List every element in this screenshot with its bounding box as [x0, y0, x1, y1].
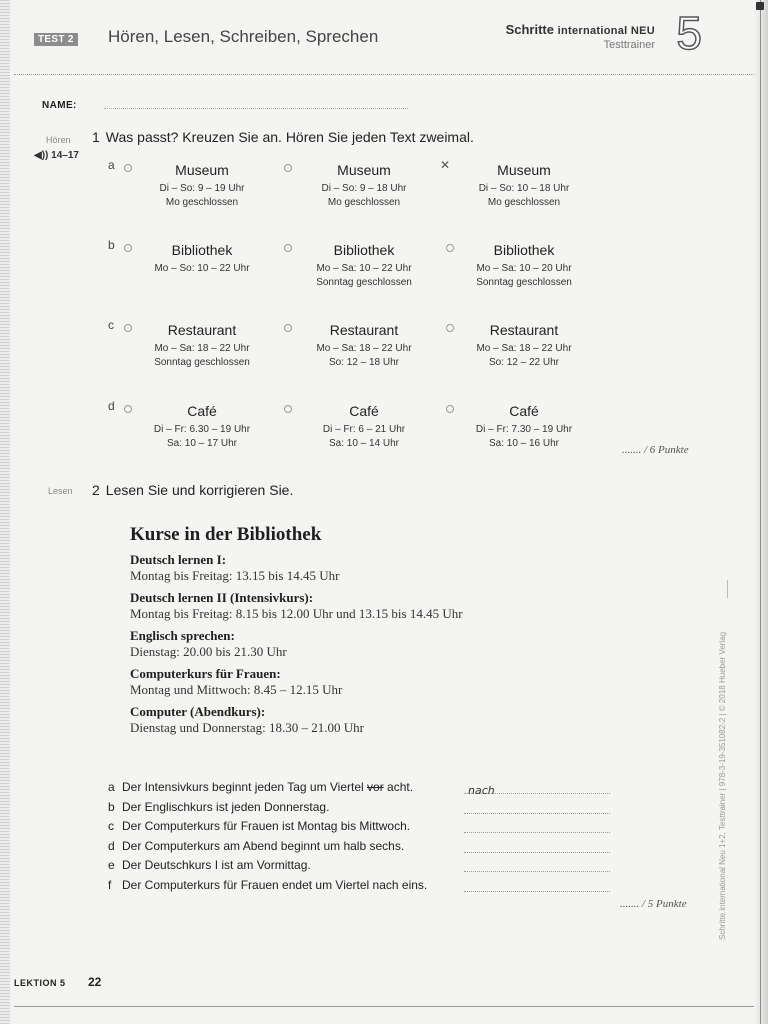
name-field-line[interactable]	[104, 108, 408, 109]
statement-letter: d	[108, 839, 115, 853]
statement	[108, 878, 427, 892]
course-item	[130, 666, 690, 698]
statement-letter: b	[108, 800, 115, 814]
option-hours-line: Mo – Sa: 18 – 22 Uhr	[316, 343, 412, 354]
page-number: 22	[88, 975, 102, 989]
statement-text-end: acht.	[383, 780, 414, 794]
option-card	[132, 242, 272, 276]
task2-title: Lesen Sie und korrigieren Sie.	[105, 482, 294, 498]
course-item	[130, 552, 690, 584]
option-hours-line: Sonntag geschlossen	[476, 277, 572, 288]
option-hours-line: So: 12 – 22 Uhr	[488, 357, 560, 368]
course-time: Dienstag: 20.00 bis 21.30 Uhr	[130, 644, 287, 659]
option-place-name: Café	[187, 403, 217, 419]
footer-lesson: LEKTION 5	[14, 978, 66, 988]
scan-corner-mark	[756, 2, 764, 10]
answer-field[interactable]	[464, 820, 610, 833]
option-hours-line: Mo – Sa: 18 – 22 Uhr	[476, 343, 572, 354]
option-hours-line: Sa: 10 – 16 Uhr	[488, 438, 560, 449]
option-radio[interactable]	[284, 319, 292, 337]
task1-title: Was passt? Kreuzen Sie an. Hören Sie jeden Text zweimal.	[105, 129, 474, 145]
option-card	[132, 322, 272, 370]
option-place-name: Restaurant	[329, 322, 399, 338]
option-hours-line: Di – So: 9 – 19 Uhr	[159, 183, 245, 194]
statement	[108, 800, 329, 814]
brand-main: Schritte	[505, 22, 554, 37]
answer-field[interactable]	[464, 879, 610, 892]
statement-text: Der Computerkurs für Frauen ist Montag bis Mittwoch.	[122, 819, 411, 833]
brand-edition: international NEU	[557, 25, 655, 37]
option-radio[interactable]	[124, 400, 132, 418]
option-place-name: Restaurant	[167, 322, 237, 338]
option-hours-line: Di – So: 10 – 18 Uhr	[478, 183, 570, 194]
option-radio[interactable]	[284, 400, 292, 418]
statement	[108, 839, 404, 853]
margin-divider	[727, 580, 728, 598]
statement-letter: a	[108, 780, 115, 794]
course-time: Montag bis Freitag: 8.15 bis 12.00 Uhr und 13.15 bis 14.45 Uhr	[130, 606, 463, 621]
option-card	[454, 242, 594, 290]
answer-field[interactable]	[464, 840, 610, 853]
radio-circle-icon	[124, 405, 132, 413]
option-radio[interactable]	[284, 239, 292, 257]
radio-circle-icon	[124, 244, 132, 252]
task2-number: 2	[92, 482, 100, 498]
statement-letter: e	[108, 858, 115, 872]
radio-circle-icon	[284, 405, 292, 413]
lesson-number: 5	[676, 7, 702, 59]
radio-circle-icon	[446, 244, 454, 252]
option-hours-line: Sonntag geschlossen	[316, 277, 412, 288]
course-heading: Deutsch lernen I:	[130, 552, 227, 567]
test-badge: TEST 2	[34, 33, 78, 46]
course-item	[130, 704, 690, 736]
option-hours-line: Di – So: 9 – 18 Uhr	[321, 183, 407, 194]
task2-heading	[92, 482, 293, 498]
option-radio[interactable]	[124, 319, 132, 337]
checked-radio[interactable]	[440, 156, 450, 174]
statement	[108, 819, 410, 833]
scan-edge-left	[0, 0, 10, 1024]
option-place-name: Bibliothek	[171, 242, 233, 258]
option-card	[132, 162, 272, 210]
option-card	[454, 403, 594, 451]
option-hours-line: Di – Fr: 7.30 – 19 Uhr	[475, 424, 573, 435]
option-card	[454, 162, 594, 210]
radio-circle-icon	[124, 164, 132, 172]
statement-text: Der Intensivkurs beginnt jeden Tag um Viertel	[122, 780, 368, 794]
option-place-name: Café	[509, 403, 539, 419]
course-time: Montag und Mittwoch: 8.45 – 12.15 Uhr	[130, 682, 343, 697]
course-box-title: Kurse in der Bibliothek	[130, 524, 322, 545]
task1-heading	[92, 129, 474, 145]
answer-field[interactable]	[464, 801, 610, 814]
option-card	[294, 162, 434, 210]
option-hours-line: Di – Fr: 6.30 – 19 Uhr	[153, 424, 251, 435]
radio-circle-icon	[124, 324, 132, 332]
option-hours-line: Mo – Sa: 10 – 20 Uhr	[476, 263, 572, 274]
task2-points: ....... / 5 Punkte	[620, 898, 687, 910]
row-letter: b	[108, 238, 115, 252]
option-hours-line: Mo geschlossen	[327, 197, 401, 208]
option-hours-line: Mo – So: 10 – 22 Uhr	[154, 263, 250, 274]
option-card	[132, 403, 272, 451]
course-heading: Computerkurs für Frauen:	[130, 666, 281, 681]
footer-divider	[14, 1006, 754, 1007]
audio-track-label: ◀)) 14–17	[34, 150, 79, 161]
radio-circle-icon	[284, 164, 292, 172]
answer-field[interactable]	[464, 859, 610, 872]
option-hours-line: Mo geschlossen	[487, 197, 561, 208]
section-label-lesen: Lesen	[48, 486, 73, 496]
option-place-name: Bibliothek	[333, 242, 395, 258]
option-place-name: Museum	[175, 162, 229, 178]
struck-word: vor	[367, 780, 384, 794]
brand-name	[506, 22, 655, 37]
radio-circle-icon	[284, 244, 292, 252]
option-card	[454, 322, 594, 370]
statement	[108, 780, 413, 794]
course-item	[130, 628, 690, 660]
radio-circle-icon	[284, 324, 292, 332]
page-title: Hören, Lesen, Schreiben, Sprechen	[108, 27, 379, 46]
header-divider	[14, 74, 754, 75]
option-place-name: Restaurant	[489, 322, 559, 338]
course-heading: Computer (Abendkurs):	[130, 704, 266, 719]
option-radio[interactable]	[124, 239, 132, 257]
option-hours-line: Sa: 10 – 17 Uhr	[166, 438, 238, 449]
statement-letter: f	[108, 878, 112, 892]
course-item	[130, 590, 690, 622]
course-list	[130, 552, 690, 742]
course-time: Montag bis Freitag: 13.15 bis 14.45 Uhr	[130, 568, 340, 583]
option-hours-line: So: 12 – 18 Uhr	[328, 357, 400, 368]
statement-text: Der Computerkurs für Frauen endet um Viertel nach eins.	[122, 878, 428, 892]
option-radio[interactable]	[446, 239, 454, 257]
option-hours-line: Sa: 10 – 14 Uhr	[328, 438, 400, 449]
statement-text: Der Deutschkurs I ist am Vormittag.	[122, 858, 311, 872]
option-card	[294, 242, 434, 290]
option-hours-line: Di – Fr: 6 – 21 Uhr	[322, 424, 406, 435]
row-letter: c	[108, 318, 114, 332]
statement-text: Der Computerkurs am Abend beginnt um halb sechs.	[122, 839, 405, 853]
handwritten-answer: nach	[468, 784, 495, 797]
brand-subtitle: Testtrainer	[603, 39, 655, 51]
course-heading: Deutsch lernen II (Intensivkurs):	[130, 590, 314, 605]
option-radio[interactable]	[446, 400, 454, 418]
section-label-hoeren: Hören	[46, 135, 71, 145]
option-radio[interactable]	[284, 159, 292, 177]
task1-number: 1	[92, 129, 100, 145]
option-radio[interactable]	[446, 319, 454, 337]
statement-text: Der Englischkurs ist jeden Donnerstag.	[122, 800, 330, 814]
radio-circle-icon	[446, 324, 454, 332]
statement	[108, 858, 311, 872]
row-letter: d	[108, 399, 115, 413]
option-place-name: Museum	[337, 162, 391, 178]
course-time: Dienstag und Donnerstag: 18.30 – 21.00 Uhr	[130, 720, 364, 735]
option-card	[294, 322, 434, 370]
task1-points: ....... / 6 Punkte	[622, 444, 689, 456]
option-hours-line: Mo – Sa: 10 – 22 Uhr	[316, 263, 412, 274]
course-heading: Englisch sprechen:	[130, 628, 235, 643]
copyright-note: Schritte international Neu 1+2, Testtrainer | 978-3-19-351082-2 | © 2018 Hueber Verlag	[718, 631, 727, 940]
name-label: NAME:	[42, 100, 77, 111]
cross-mark-icon: ✕	[440, 158, 451, 172]
option-card	[294, 403, 434, 451]
option-place-name: Café	[349, 403, 379, 419]
option-hours-line: Sonntag geschlossen	[154, 357, 250, 368]
option-hours-line: Mo geschlossen	[165, 197, 239, 208]
row-letter: a	[108, 158, 115, 172]
radio-circle-icon	[446, 405, 454, 413]
scan-edge-right	[754, 0, 768, 1024]
option-radio[interactable]	[124, 159, 132, 177]
option-place-name: Bibliothek	[493, 242, 555, 258]
option-place-name: Museum	[497, 162, 551, 178]
answer-field[interactable]	[464, 781, 610, 797]
option-hours-line: Mo – Sa: 18 – 22 Uhr	[154, 343, 250, 354]
statement-letter: c	[108, 819, 114, 833]
